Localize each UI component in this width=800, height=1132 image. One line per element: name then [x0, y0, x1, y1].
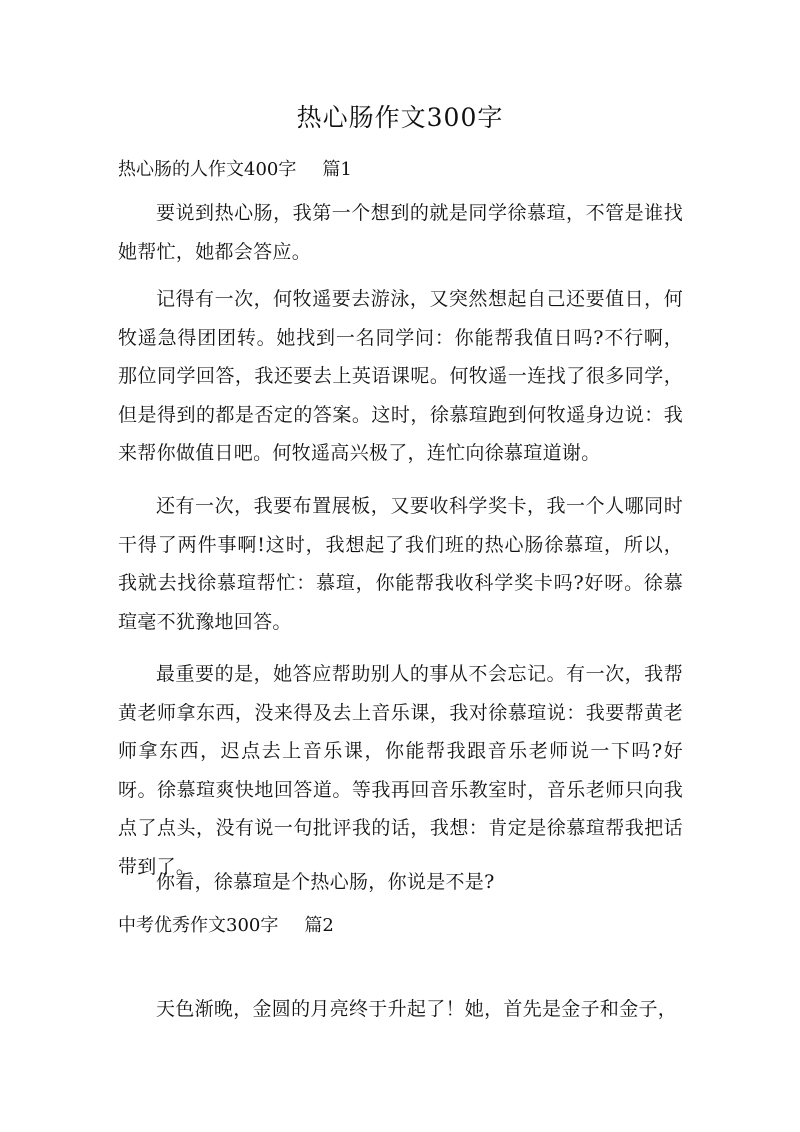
- paragraph: 最重要的是，她答应帮助别人的事从不会忘记。有一次，我帮黄老师拿东西，没来得及去上音乐课，我对徐慕瑄说：我要帮黄老师拿东西，迟点去上音乐课，你能帮我跟音乐老师说一下吗?好呀。徐慕瑄爽快地回答道。等我再回音乐教室时，音乐老师只向我点了点头，没有说一句批评我的话，我想：肯定是徐慕瑄帮我把话带到了。: [118, 663, 683, 878]
- paragraph: 还有一次，我要布置展板，又要收科学奖卡，我一个人哪同时干得了两件事啊!这时，我想起了我们班的热心肠徐慕瑄，所以，我就去找徐慕瑄帮忙：慕瑄，你能帮我收科学奖卡吗?好呀。徐慕瑄毫不犹豫地回答。: [118, 495, 683, 633]
- section-heading-2: [118, 912, 334, 940]
- section-heading-number: 篇1: [322, 159, 352, 180]
- paragraph: 要说到热心肠，我第一个想到的就是同学徐慕瑄，不管是谁找她帮忙，她都会答应。: [118, 202, 683, 263]
- paragraph: 记得有一次，何牧遥要去游泳，又突然想起自己还要值日，何牧遥急得团团转。她找到一名同学问：你能帮我值日吗?不行啊，那位同学回答，我还要去上英语课呢。何牧遥一连找了很多同学，但是得到的都是否定的答案。这时，徐慕瑄跑到何牧遥身边说：我来帮你做值日吧。何牧遥高兴极了，连忙向徐慕瑄道谢。: [118, 288, 683, 465]
- paragraph: 你看，徐慕瑄是个热心肠，你说是不是?: [156, 871, 495, 893]
- section-heading-text: 中考优秀作文300字: [118, 915, 279, 936]
- section-heading-number: 篇2: [304, 915, 334, 936]
- document-title: 热心肠作文300字: [296, 103, 504, 132]
- section-heading-text: 热心肠的人作文400字: [118, 159, 297, 180]
- paragraph: 天色渐晚，金圆的月亮终于升起了！她，首先是金子和金子，: [156, 998, 678, 1020]
- section-heading-1: [118, 156, 352, 184]
